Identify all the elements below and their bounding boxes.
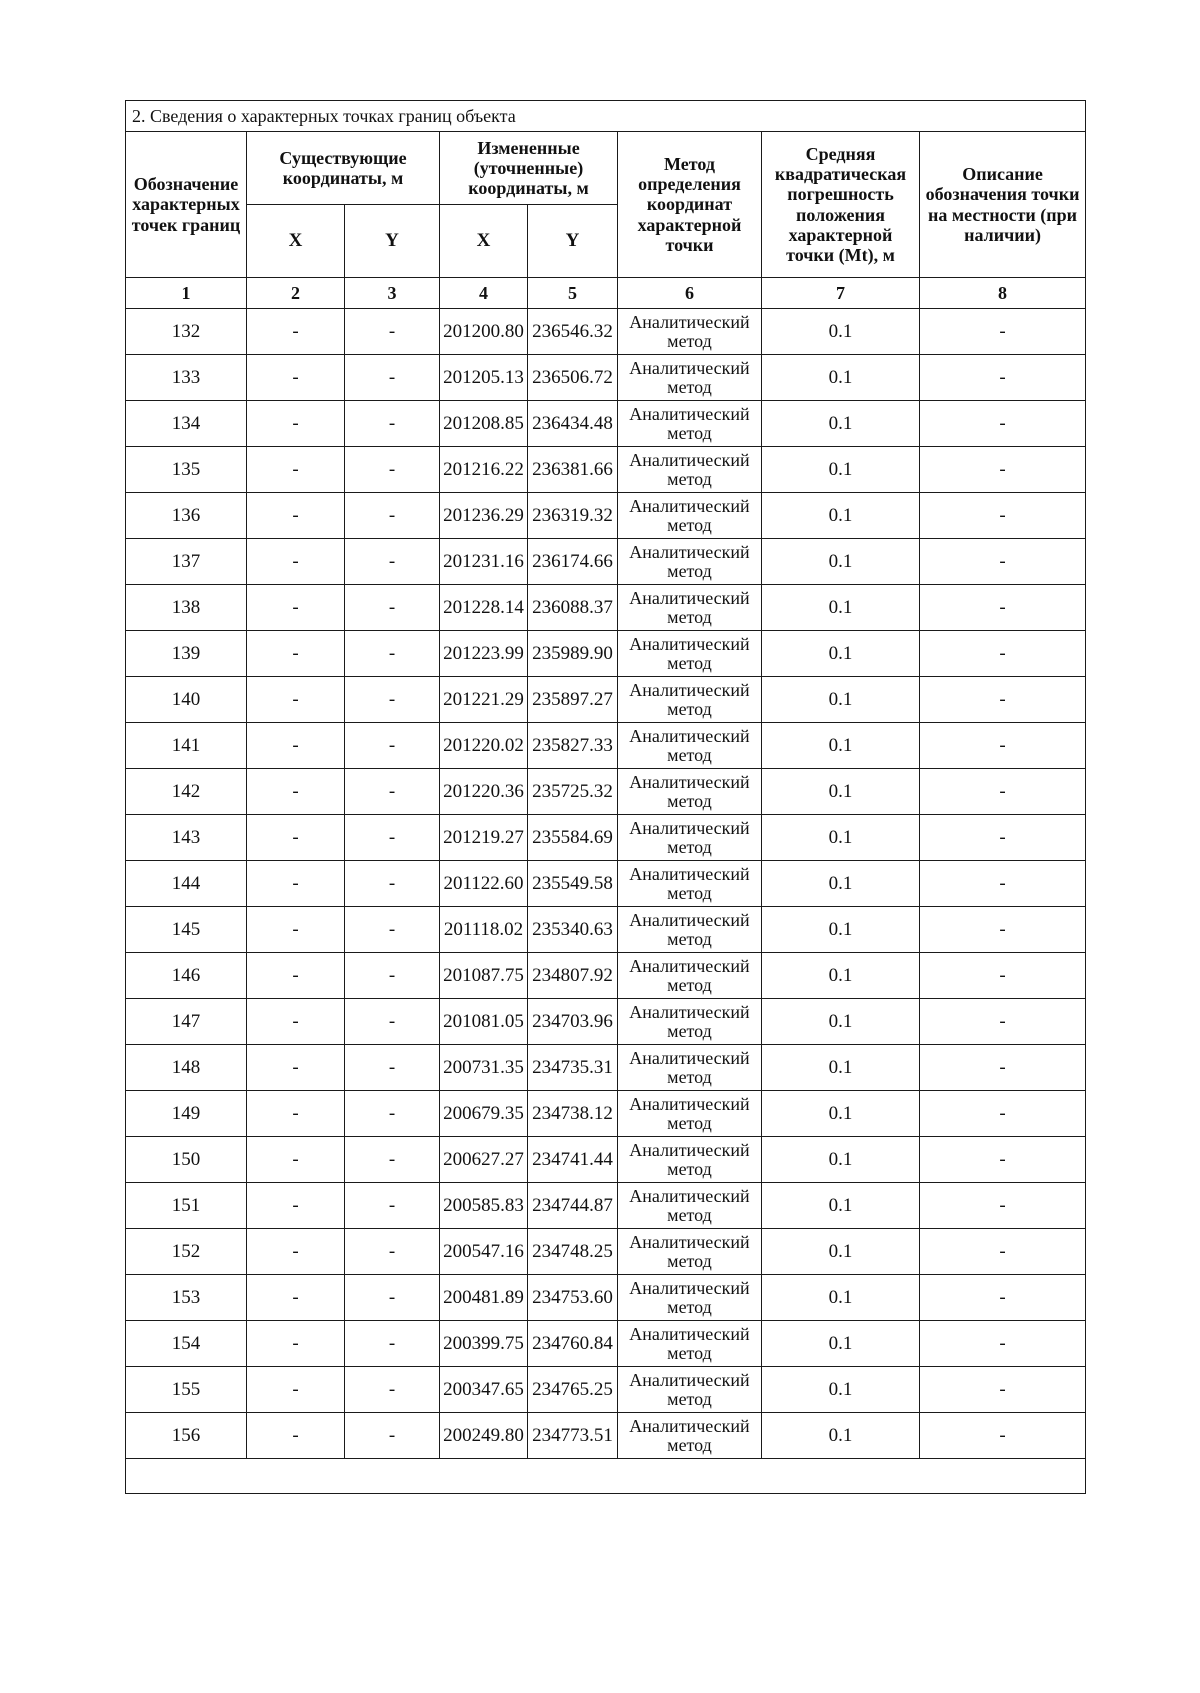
method-cell: Аналитический метод bbox=[618, 723, 762, 769]
error-cell: 0.1 bbox=[762, 585, 920, 631]
existing-y-cell: - bbox=[345, 723, 440, 769]
column-number: 6 bbox=[618, 278, 762, 309]
point-designation-cell: 141 bbox=[126, 723, 247, 769]
changed-x-cell: 201221.29 bbox=[440, 677, 528, 723]
table-row bbox=[126, 631, 1086, 677]
method-cell: Аналитический метод bbox=[618, 1275, 762, 1321]
changed-x-cell: 200347.65 bbox=[440, 1367, 528, 1413]
changed-y-cell: 236319.32 bbox=[528, 493, 618, 539]
description-cell: - bbox=[920, 815, 1086, 861]
column-numbers-row bbox=[126, 278, 1086, 309]
existing-y-cell: - bbox=[345, 1229, 440, 1275]
existing-x-cell: - bbox=[247, 585, 345, 631]
point-designation-cell: 144 bbox=[126, 861, 247, 907]
description-cell: - bbox=[920, 631, 1086, 677]
point-designation-cell: 155 bbox=[126, 1367, 247, 1413]
existing-x-cell: - bbox=[247, 907, 345, 953]
existing-x-cell: - bbox=[247, 447, 345, 493]
changed-x-cell: 201231.16 bbox=[440, 539, 528, 585]
column-number: 1 bbox=[126, 278, 247, 309]
existing-x-cell: - bbox=[247, 1229, 345, 1275]
error-cell: 0.1 bbox=[762, 401, 920, 447]
table-row bbox=[126, 1045, 1086, 1091]
description-cell: - bbox=[920, 309, 1086, 355]
method-cell: Аналитический метод bbox=[618, 1413, 762, 1459]
table-row bbox=[126, 355, 1086, 401]
table-row bbox=[126, 585, 1086, 631]
header-existing-y: Y bbox=[345, 205, 440, 278]
changed-y-cell: 234765.25 bbox=[528, 1367, 618, 1413]
point-designation-cell: 147 bbox=[126, 999, 247, 1045]
point-designation-cell: 132 bbox=[126, 309, 247, 355]
existing-y-cell: - bbox=[345, 861, 440, 907]
table-row bbox=[126, 539, 1086, 585]
changed-y-cell: 236546.32 bbox=[528, 309, 618, 355]
table-body bbox=[126, 309, 1086, 1459]
changed-x-cell: 200481.89 bbox=[440, 1275, 528, 1321]
point-designation-cell: 148 bbox=[126, 1045, 247, 1091]
method-cell: Аналитический метод bbox=[618, 677, 762, 723]
changed-y-cell: 236088.37 bbox=[528, 585, 618, 631]
method-cell: Аналитический метод bbox=[618, 1229, 762, 1275]
error-cell: 0.1 bbox=[762, 1275, 920, 1321]
boundary-points-table bbox=[125, 100, 1086, 1494]
changed-y-cell: 234773.51 bbox=[528, 1413, 618, 1459]
error-cell: 0.1 bbox=[762, 1137, 920, 1183]
column-number: 7 bbox=[762, 278, 920, 309]
changed-x-cell: 201228.14 bbox=[440, 585, 528, 631]
changed-y-cell: 234735.31 bbox=[528, 1045, 618, 1091]
existing-x-cell: - bbox=[247, 677, 345, 723]
table-row bbox=[126, 999, 1086, 1045]
table-row bbox=[126, 1367, 1086, 1413]
existing-y-cell: - bbox=[345, 1045, 440, 1091]
error-cell: 0.1 bbox=[762, 907, 920, 953]
table-row bbox=[126, 1229, 1086, 1275]
changed-x-cell: 201205.13 bbox=[440, 355, 528, 401]
point-designation-cell: 146 bbox=[126, 953, 247, 999]
changed-y-cell: 235827.33 bbox=[528, 723, 618, 769]
existing-y-cell: - bbox=[345, 769, 440, 815]
method-cell: Аналитический метод bbox=[618, 1183, 762, 1229]
existing-y-cell: - bbox=[345, 631, 440, 677]
changed-x-cell: 201118.02 bbox=[440, 907, 528, 953]
table-row bbox=[126, 953, 1086, 999]
error-cell: 0.1 bbox=[762, 1413, 920, 1459]
existing-y-cell: - bbox=[345, 677, 440, 723]
changed-y-cell: 236506.72 bbox=[528, 355, 618, 401]
table-row bbox=[126, 1413, 1086, 1459]
changed-x-cell: 200547.16 bbox=[440, 1229, 528, 1275]
error-cell: 0.1 bbox=[762, 631, 920, 677]
error-cell: 0.1 bbox=[762, 447, 920, 493]
changed-x-cell: 200731.35 bbox=[440, 1045, 528, 1091]
error-cell: 0.1 bbox=[762, 355, 920, 401]
changed-x-cell: 201200.80 bbox=[440, 309, 528, 355]
existing-x-cell: - bbox=[247, 1275, 345, 1321]
method-cell: Аналитический метод bbox=[618, 1091, 762, 1137]
existing-x-cell: - bbox=[247, 539, 345, 585]
changed-x-cell: 200627.27 bbox=[440, 1137, 528, 1183]
method-cell: Аналитический метод bbox=[618, 585, 762, 631]
header-changed-y: Y bbox=[528, 205, 618, 278]
description-cell: - bbox=[920, 1321, 1086, 1367]
existing-y-cell: - bbox=[345, 1275, 440, 1321]
error-cell: 0.1 bbox=[762, 815, 920, 861]
existing-y-cell: - bbox=[345, 907, 440, 953]
point-designation-cell: 140 bbox=[126, 677, 247, 723]
table-row bbox=[126, 907, 1086, 953]
existing-x-cell: - bbox=[247, 953, 345, 999]
existing-x-cell: - bbox=[247, 1367, 345, 1413]
error-cell: 0.1 bbox=[762, 861, 920, 907]
changed-x-cell: 201220.36 bbox=[440, 769, 528, 815]
table-row bbox=[126, 493, 1086, 539]
description-cell: - bbox=[920, 493, 1086, 539]
existing-x-cell: - bbox=[247, 723, 345, 769]
changed-y-cell: 234748.25 bbox=[528, 1229, 618, 1275]
method-cell: Аналитический метод bbox=[618, 309, 762, 355]
existing-x-cell: - bbox=[247, 861, 345, 907]
existing-y-cell: - bbox=[345, 1413, 440, 1459]
changed-x-cell: 200679.35 bbox=[440, 1091, 528, 1137]
description-cell: - bbox=[920, 907, 1086, 953]
point-designation-cell: 134 bbox=[126, 401, 247, 447]
point-designation-cell: 142 bbox=[126, 769, 247, 815]
changed-y-cell: 234753.60 bbox=[528, 1275, 618, 1321]
table-row bbox=[126, 1275, 1086, 1321]
existing-x-cell: - bbox=[247, 1413, 345, 1459]
existing-x-cell: - bbox=[247, 815, 345, 861]
changed-y-cell: 236434.48 bbox=[528, 401, 618, 447]
changed-y-cell: 234738.12 bbox=[528, 1091, 618, 1137]
column-number: 5 bbox=[528, 278, 618, 309]
existing-x-cell: - bbox=[247, 631, 345, 677]
existing-y-cell: - bbox=[345, 999, 440, 1045]
description-cell: - bbox=[920, 861, 1086, 907]
changed-y-cell: 235989.90 bbox=[528, 631, 618, 677]
error-cell: 0.1 bbox=[762, 309, 920, 355]
point-designation-cell: 149 bbox=[126, 1091, 247, 1137]
changed-x-cell: 201216.22 bbox=[440, 447, 528, 493]
changed-y-cell: 235897.27 bbox=[528, 677, 618, 723]
description-cell: - bbox=[920, 401, 1086, 447]
header-existing-x: X bbox=[247, 205, 345, 278]
existing-y-cell: - bbox=[345, 493, 440, 539]
description-cell: - bbox=[920, 355, 1086, 401]
changed-y-cell: 235549.58 bbox=[528, 861, 618, 907]
existing-y-cell: - bbox=[345, 355, 440, 401]
existing-y-cell: - bbox=[345, 1321, 440, 1367]
header-error: Средняя квадратическая погрешность положения характерной точки (Mt), м bbox=[762, 132, 920, 278]
error-cell: 0.1 bbox=[762, 723, 920, 769]
changed-y-cell: 235584.69 bbox=[528, 815, 618, 861]
description-cell: - bbox=[920, 1229, 1086, 1275]
table-row bbox=[126, 677, 1086, 723]
column-number: 3 bbox=[345, 278, 440, 309]
description-cell: - bbox=[920, 953, 1086, 999]
description-cell: - bbox=[920, 447, 1086, 493]
existing-y-cell: - bbox=[345, 1091, 440, 1137]
table-row bbox=[126, 723, 1086, 769]
method-cell: Аналитический метод bbox=[618, 447, 762, 493]
existing-x-cell: - bbox=[247, 355, 345, 401]
method-cell: Аналитический метод bbox=[618, 1045, 762, 1091]
changed-y-cell: 234807.92 bbox=[528, 953, 618, 999]
header-changed-x: X bbox=[440, 205, 528, 278]
header-designation: Обозначение характерных точек границ bbox=[126, 132, 247, 278]
existing-x-cell: - bbox=[247, 1321, 345, 1367]
description-cell: - bbox=[920, 1137, 1086, 1183]
existing-y-cell: - bbox=[345, 309, 440, 355]
header-changed-coords: Измененные (уточненные) координаты, м bbox=[440, 132, 618, 205]
existing-y-cell: - bbox=[345, 539, 440, 585]
existing-x-cell: - bbox=[247, 1091, 345, 1137]
column-number: 2 bbox=[247, 278, 345, 309]
changed-x-cell: 201208.85 bbox=[440, 401, 528, 447]
point-designation-cell: 145 bbox=[126, 907, 247, 953]
method-cell: Аналитический метод bbox=[618, 1137, 762, 1183]
point-designation-cell: 151 bbox=[126, 1183, 247, 1229]
description-cell: - bbox=[920, 585, 1086, 631]
table-row bbox=[126, 861, 1086, 907]
header-method: Метод определения координат характерной точки bbox=[618, 132, 762, 278]
empty-footer-row bbox=[126, 1459, 1086, 1494]
existing-y-cell: - bbox=[345, 1137, 440, 1183]
column-number: 8 bbox=[920, 278, 1086, 309]
changed-x-cell: 201219.27 bbox=[440, 815, 528, 861]
changed-y-cell: 234703.96 bbox=[528, 999, 618, 1045]
existing-x-cell: - bbox=[247, 309, 345, 355]
changed-y-cell: 236381.66 bbox=[528, 447, 618, 493]
error-cell: 0.1 bbox=[762, 1045, 920, 1091]
point-designation-cell: 154 bbox=[126, 1321, 247, 1367]
changed-y-cell: 234741.44 bbox=[528, 1137, 618, 1183]
method-cell: Аналитический метод bbox=[618, 355, 762, 401]
error-cell: 0.1 bbox=[762, 539, 920, 585]
point-designation-cell: 152 bbox=[126, 1229, 247, 1275]
description-cell: - bbox=[920, 999, 1086, 1045]
existing-x-cell: - bbox=[247, 493, 345, 539]
point-designation-cell: 150 bbox=[126, 1137, 247, 1183]
existing-y-cell: - bbox=[345, 1367, 440, 1413]
section-title: 2. Сведения о характерных точках границ объекта bbox=[126, 101, 1086, 132]
description-cell: - bbox=[920, 1367, 1086, 1413]
existing-x-cell: - bbox=[247, 999, 345, 1045]
point-designation-cell: 135 bbox=[126, 447, 247, 493]
method-cell: Аналитический метод bbox=[618, 1321, 762, 1367]
description-cell: - bbox=[920, 723, 1086, 769]
description-cell: - bbox=[920, 1183, 1086, 1229]
header-description: Описание обозначения точки на местности (при наличии) bbox=[920, 132, 1086, 278]
existing-y-cell: - bbox=[345, 1183, 440, 1229]
method-cell: Аналитический метод bbox=[618, 769, 762, 815]
changed-x-cell: 201236.29 bbox=[440, 493, 528, 539]
point-designation-cell: 156 bbox=[126, 1413, 247, 1459]
table-row bbox=[126, 1183, 1086, 1229]
method-cell: Аналитический метод bbox=[618, 401, 762, 447]
description-cell: - bbox=[920, 1045, 1086, 1091]
changed-x-cell: 201122.60 bbox=[440, 861, 528, 907]
method-cell: Аналитический метод bbox=[618, 907, 762, 953]
description-cell: - bbox=[920, 769, 1086, 815]
changed-y-cell: 234744.87 bbox=[528, 1183, 618, 1229]
error-cell: 0.1 bbox=[762, 1321, 920, 1367]
table-row bbox=[126, 769, 1086, 815]
column-number: 4 bbox=[440, 278, 528, 309]
changed-y-cell: 234760.84 bbox=[528, 1321, 618, 1367]
existing-y-cell: - bbox=[345, 401, 440, 447]
error-cell: 0.1 bbox=[762, 953, 920, 999]
changed-y-cell: 235725.32 bbox=[528, 769, 618, 815]
error-cell: 0.1 bbox=[762, 1183, 920, 1229]
document-page bbox=[125, 100, 1085, 1494]
changed-x-cell: 200249.80 bbox=[440, 1413, 528, 1459]
point-designation-cell: 153 bbox=[126, 1275, 247, 1321]
changed-x-cell: 201220.02 bbox=[440, 723, 528, 769]
existing-y-cell: - bbox=[345, 815, 440, 861]
method-cell: Аналитический метод bbox=[618, 539, 762, 585]
description-cell: - bbox=[920, 1275, 1086, 1321]
changed-x-cell: 200399.75 bbox=[440, 1321, 528, 1367]
method-cell: Аналитический метод bbox=[618, 493, 762, 539]
table-row bbox=[126, 309, 1086, 355]
existing-x-cell: - bbox=[247, 1137, 345, 1183]
description-cell: - bbox=[920, 539, 1086, 585]
method-cell: Аналитический метод bbox=[618, 631, 762, 677]
method-cell: Аналитический метод bbox=[618, 953, 762, 999]
method-cell: Аналитический метод bbox=[618, 1367, 762, 1413]
error-cell: 0.1 bbox=[762, 1229, 920, 1275]
changed-x-cell: 201081.05 bbox=[440, 999, 528, 1045]
description-cell: - bbox=[920, 1091, 1086, 1137]
changed-y-cell: 235340.63 bbox=[528, 907, 618, 953]
table-row bbox=[126, 1091, 1086, 1137]
existing-y-cell: - bbox=[345, 447, 440, 493]
existing-x-cell: - bbox=[247, 401, 345, 447]
empty-footer-cell bbox=[126, 1459, 1086, 1494]
point-designation-cell: 137 bbox=[126, 539, 247, 585]
method-cell: Аналитический метод bbox=[618, 861, 762, 907]
method-cell: Аналитический метод bbox=[618, 815, 762, 861]
changed-x-cell: 201223.99 bbox=[440, 631, 528, 677]
changed-x-cell: 201087.75 bbox=[440, 953, 528, 999]
error-cell: 0.1 bbox=[762, 1091, 920, 1137]
description-cell: - bbox=[920, 1413, 1086, 1459]
error-cell: 0.1 bbox=[762, 1367, 920, 1413]
existing-y-cell: - bbox=[345, 953, 440, 999]
error-cell: 0.1 bbox=[762, 493, 920, 539]
existing-x-cell: - bbox=[247, 1045, 345, 1091]
point-designation-cell: 136 bbox=[126, 493, 247, 539]
existing-y-cell: - bbox=[345, 585, 440, 631]
method-cell: Аналитический метод bbox=[618, 999, 762, 1045]
header-existing-coords: Существующие координаты, м bbox=[247, 132, 440, 205]
changed-y-cell: 236174.66 bbox=[528, 539, 618, 585]
existing-x-cell: - bbox=[247, 1183, 345, 1229]
error-cell: 0.1 bbox=[762, 769, 920, 815]
description-cell: - bbox=[920, 677, 1086, 723]
error-cell: 0.1 bbox=[762, 677, 920, 723]
table-row bbox=[126, 401, 1086, 447]
table-row bbox=[126, 815, 1086, 861]
table-row bbox=[126, 447, 1086, 493]
error-cell: 0.1 bbox=[762, 999, 920, 1045]
table-row bbox=[126, 1321, 1086, 1367]
point-designation-cell: 138 bbox=[126, 585, 247, 631]
table-row bbox=[126, 1137, 1086, 1183]
changed-x-cell: 200585.83 bbox=[440, 1183, 528, 1229]
point-designation-cell: 143 bbox=[126, 815, 247, 861]
point-designation-cell: 133 bbox=[126, 355, 247, 401]
point-designation-cell: 139 bbox=[126, 631, 247, 677]
existing-x-cell: - bbox=[247, 769, 345, 815]
